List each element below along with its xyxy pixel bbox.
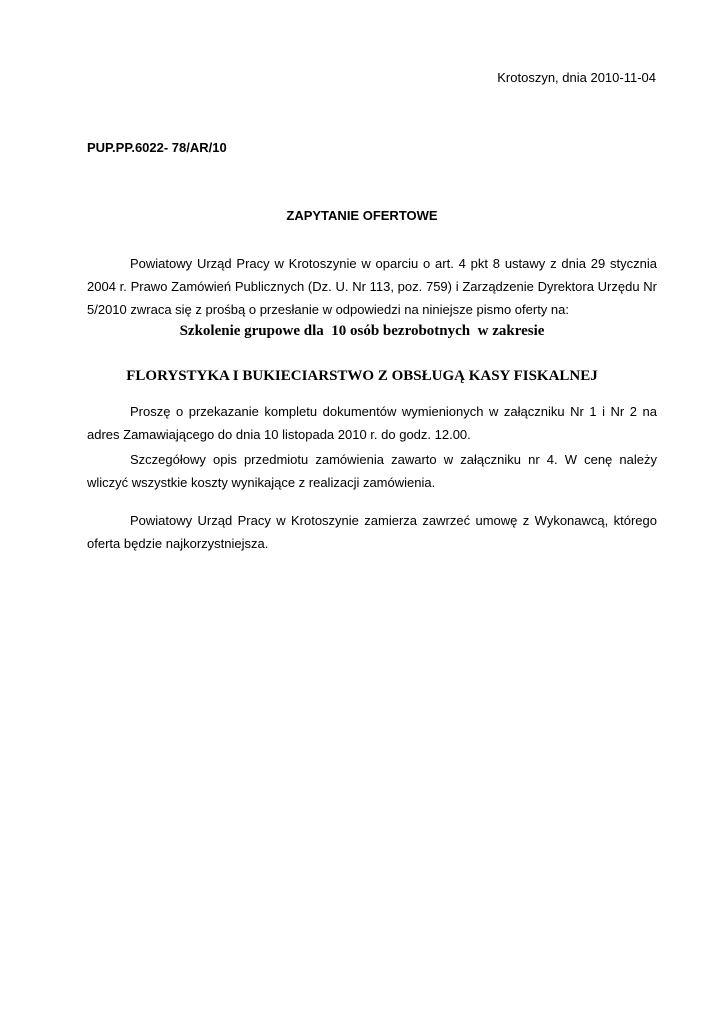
paragraph-submission: Proszę o przekazanie kompletu dokumentów wymienionych w załączniku Nr 1 i Nr 2 na adres Zamawiającego do dnia 10 listopada 2010 r. do godz. 12.00. <box>87 404 657 442</box>
paragraph-contract: Powiatowy Urząd Pracy w Krotoszynie zamierza zawrzeć umowę z Wykonawcą, którego oferta będzie najkorzystniejsza. <box>87 513 657 551</box>
place-and-date: Krotoszyn, dnia 2010-11-04 <box>497 70 656 85</box>
paragraph-intro: Powiatowy Urząd Pracy w Krotoszynie w oparciu o art. 4 pkt 8 ustawy z dnia 29 stycznia 2004 r. Prawo Zamówień Publicznych (Dz. U. Nr 113, poz. 759) i Zarządzenie Dyrektora Urzędu Nr 5/2010 zwraca się z prośbą o przesłanie w odpowiedzi na niniejsze pismo oferty na: <box>87 256 657 317</box>
training-subject-title: FLORYSTYKA I BUKIECIARSTWO Z OBSŁUGĄ KASY FISKALNEJ <box>126 368 598 384</box>
training-subject-line: Szkolenie grupowe dla 10 osób bezrobotnych w zakresie <box>179 323 545 339</box>
document-title: ZAPYTANIE OFERTOWE <box>286 208 438 223</box>
reference-number: PUP.PP.6022- 78/AR/10 <box>87 140 227 155</box>
paragraph-description: Szczegółowy opis przedmiotu zamówienia zawarto w załączniku nr 4. W cenę należy wliczyć wszystkie koszty wynikające z realizacji zamówienia. <box>87 452 657 490</box>
